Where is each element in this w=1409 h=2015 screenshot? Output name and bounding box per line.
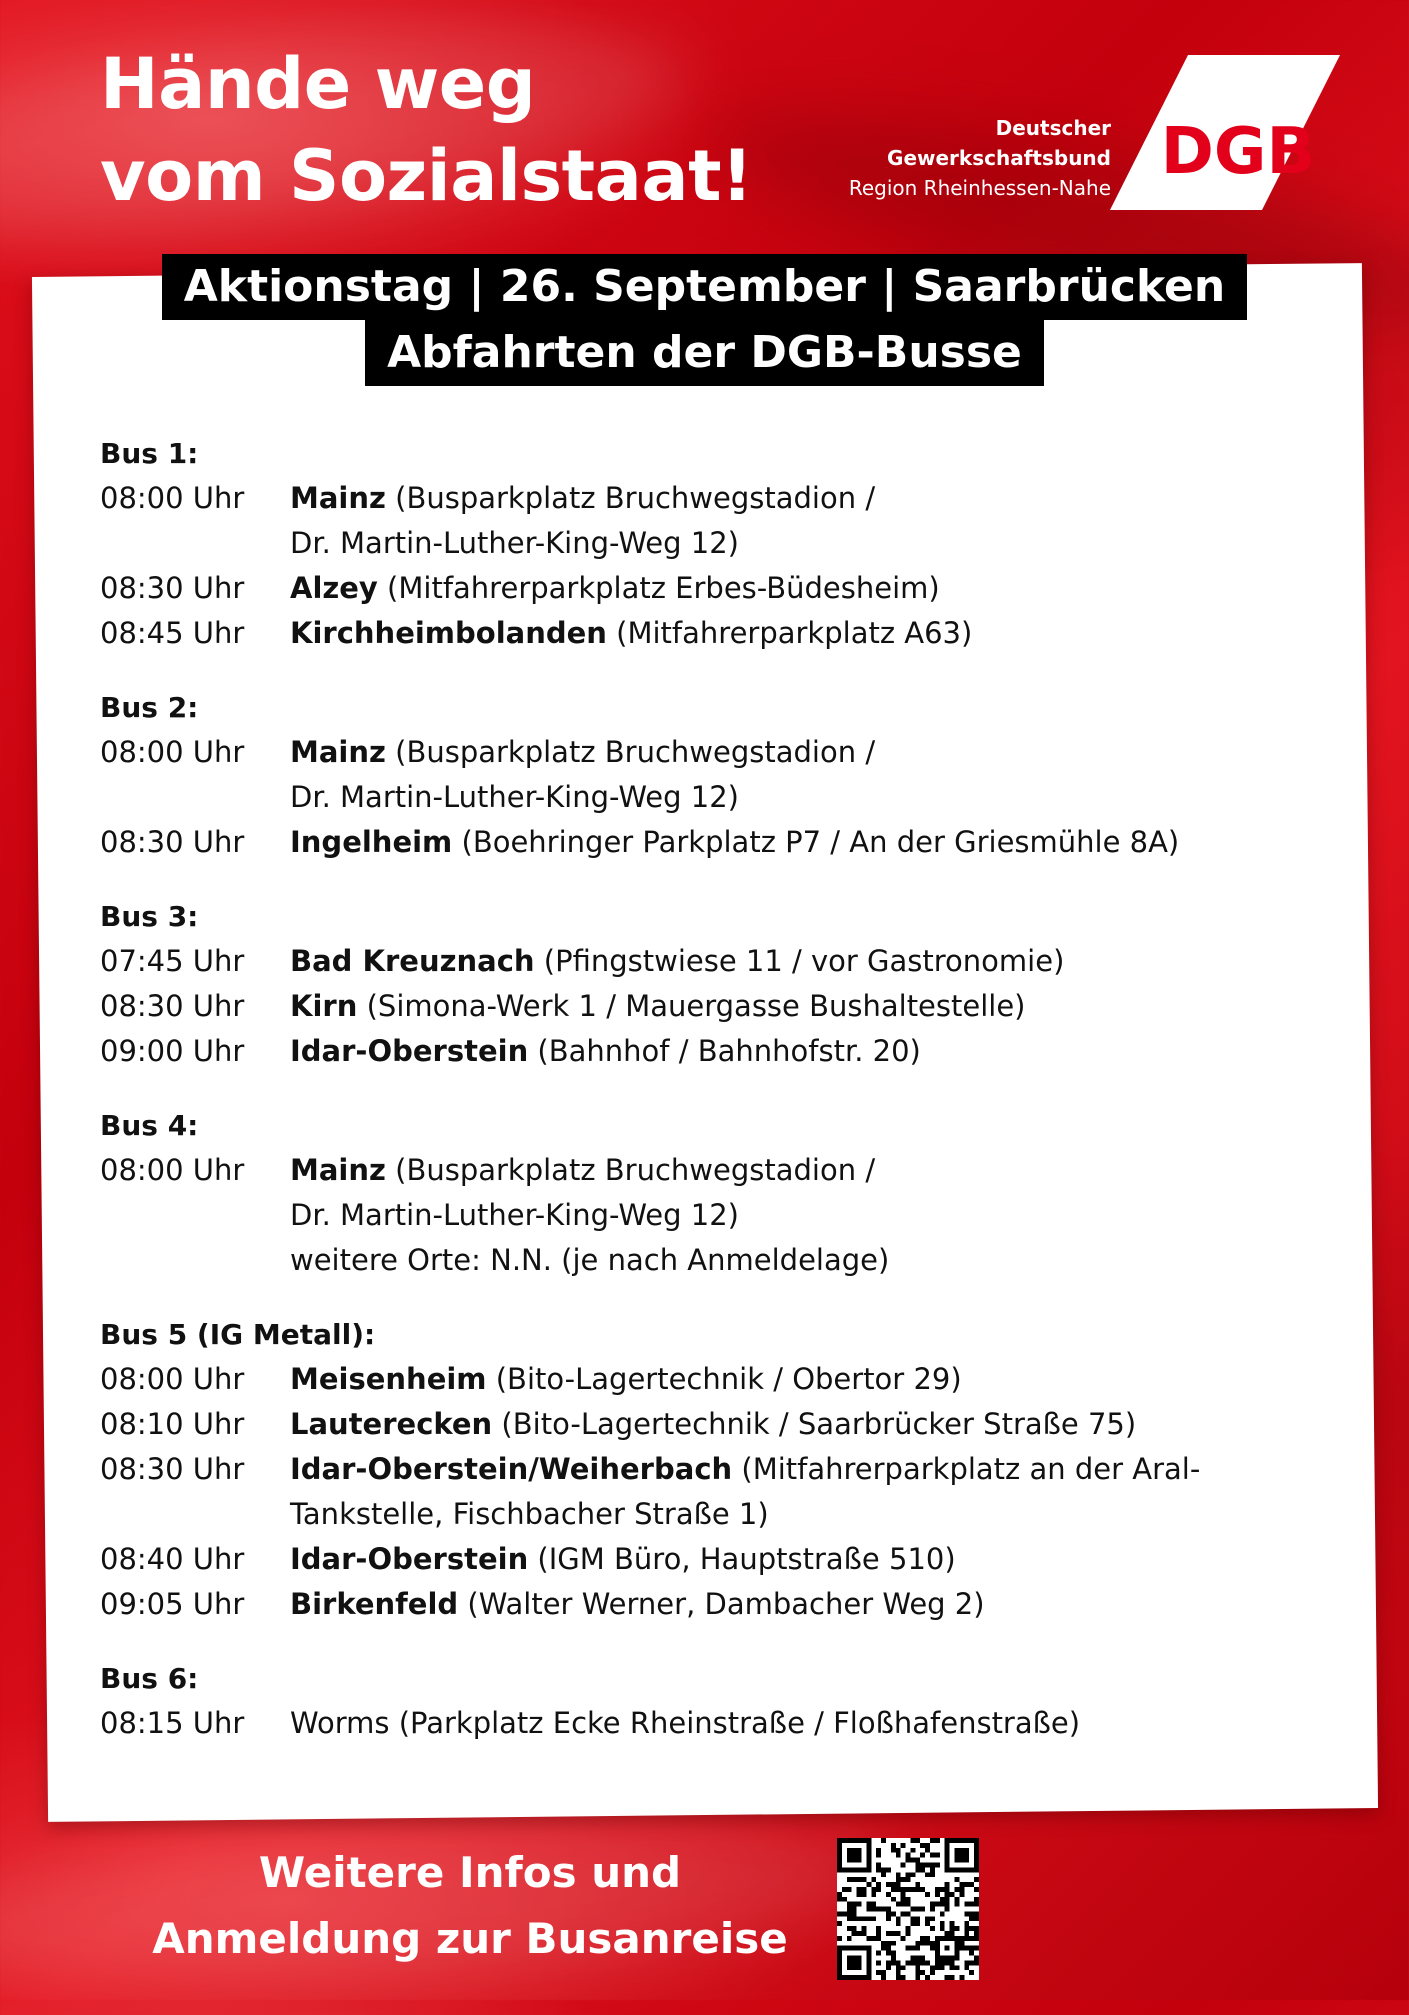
footer-line-2: Anmeldung zur Busanreise — [152, 1914, 788, 1963]
bus-title: Bus 2: — [100, 691, 199, 724]
stop-description — [290, 984, 1340, 1029]
stop-description — [290, 1029, 1340, 1074]
stop-line — [290, 566, 1340, 611]
departure-time: 08:40 Uhr — [100, 1542, 245, 1576]
stop-detail: (Pfingstwiese 11 / vor Gastronomie) — [534, 944, 1065, 978]
bus-section — [100, 1104, 1340, 1283]
stop-detail-continued: weitere Orte: N.N. (je nach Anmeldelage) — [290, 1243, 890, 1277]
org-line-1: Deutscher — [995, 116, 1111, 140]
dgb-logo-text: DGB — [1160, 115, 1316, 189]
stop-place: Kirchheimbolanden — [290, 616, 607, 650]
dgb-logo-icon — [1110, 55, 1340, 210]
bus-schedule — [100, 432, 1340, 1776]
stop-line — [290, 1029, 1340, 1074]
stop-line — [290, 730, 1340, 775]
stop-detail: Worms (Parkplatz Ecke Rheinstraße / Floßhafenstraße) — [290, 1706, 1081, 1740]
stop-line — [290, 1701, 1340, 1746]
stop-row — [100, 820, 1340, 865]
banner-event-text: Aktionstag | 26. September | Saarbrücken — [162, 254, 1247, 320]
stop-row — [100, 1447, 1340, 1537]
headline-line-1: Hände weg — [100, 43, 536, 125]
stop-place: Lauterecken — [290, 1407, 493, 1441]
stop-row — [100, 476, 1340, 566]
headline-line-2: vom Sozialstaat! — [100, 135, 753, 217]
stop-description — [290, 611, 1340, 656]
qr-code[interactable] — [837, 1838, 979, 1980]
stop-line — [290, 1402, 1340, 1447]
stop-line — [290, 1537, 1340, 1582]
stop-place: Alzey — [290, 571, 378, 605]
stop-row — [100, 939, 1340, 984]
bus-section — [100, 432, 1340, 656]
stop-description — [290, 730, 1340, 820]
stop-description — [290, 1582, 1340, 1627]
stop-place: Bad Kreuznach — [290, 944, 535, 978]
stop-detail: (Bito-Lagertechnik / Obertor 29) — [486, 1362, 962, 1396]
stop-description — [290, 939, 1340, 984]
bus-section — [100, 1313, 1340, 1627]
stop-row — [100, 566, 1340, 611]
stop-detail: (IGM Büro, Hauptstraße 510) — [528, 1542, 956, 1576]
stop-line — [290, 476, 1340, 521]
bus-title: Bus 6: — [100, 1662, 199, 1695]
stop-row — [100, 1148, 1340, 1283]
stop-place: Idar-Oberstein — [290, 1542, 529, 1576]
stop-detail: (Bahnhof / Bahnhofstr. 20) — [528, 1034, 921, 1068]
stop-detail: (Mitfahrerparkplatz an der Aral- — [732, 1452, 1201, 1486]
stop-description — [290, 1357, 1340, 1402]
stop-row — [100, 611, 1340, 656]
stop-place: Idar-Oberstein — [290, 1034, 529, 1068]
departure-time: 08:45 Uhr — [100, 616, 245, 650]
stop-detail: (Mitfahrerparkplatz Erbes-Büdesheim) — [377, 571, 940, 605]
stop-row — [100, 730, 1340, 820]
stop-detail-continued: Dr. Martin-Luther-King-Weg 12) — [290, 780, 739, 814]
departure-time: 07:45 Uhr — [100, 944, 245, 978]
stop-description — [290, 1701, 1340, 1746]
footer-line-1: Weitere Infos und — [258, 1848, 682, 1897]
stop-detail-continued: Dr. Martin-Luther-King-Weg 12) — [290, 1198, 739, 1232]
bus-title: Bus 3: — [100, 900, 199, 933]
stop-detail: (Boehringer Parkplatz P7 / An der Griesmühle 8A) — [452, 825, 1180, 859]
departure-time: 08:15 Uhr — [100, 1706, 245, 1740]
stop-line — [290, 820, 1340, 865]
stop-row — [100, 1029, 1340, 1074]
stop-detail: (Busparkplatz Bruchwegstadion / — [385, 735, 876, 769]
departure-time: 08:00 Uhr — [100, 735, 245, 769]
stop-line — [290, 1582, 1340, 1627]
stop-place: Idar-Oberstein/Weiherbach — [290, 1452, 733, 1486]
stop-line — [290, 1447, 1340, 1492]
departure-time: 08:30 Uhr — [100, 1452, 245, 1486]
stop-place: Meisenheim — [290, 1362, 487, 1396]
stop-row — [100, 1402, 1340, 1447]
stop-description — [290, 1447, 1340, 1537]
bus-section — [100, 895, 1340, 1074]
stop-row — [100, 1582, 1340, 1627]
stop-place: Kirn — [290, 989, 358, 1023]
departure-time: 08:30 Uhr — [100, 571, 245, 605]
stop-row — [100, 1357, 1340, 1402]
footer-info — [130, 1840, 810, 1972]
stop-detail-continued: Dr. Martin-Luther-King-Weg 12) — [290, 526, 739, 560]
stop-detail: (Walter Werner, Dambacher Weg 2) — [458, 1587, 985, 1621]
stop-description — [290, 1402, 1340, 1447]
stop-place: Birkenfeld — [290, 1587, 459, 1621]
stop-row — [100, 1701, 1340, 1746]
headline — [100, 38, 753, 222]
departure-time: 09:05 Uhr — [100, 1587, 245, 1621]
bus-title: Bus 1: — [100, 437, 199, 470]
stop-row — [100, 1537, 1340, 1582]
stop-row — [100, 984, 1340, 1029]
bus-title: Bus 4: — [100, 1109, 199, 1142]
stop-description — [290, 1537, 1340, 1582]
banner-departures-text: Abfahrten der DGB-Busse — [365, 320, 1044, 386]
departure-time: 08:10 Uhr — [100, 1407, 245, 1441]
stop-detail-continued: Tankstelle, Fischbacher Straße 1) — [290, 1497, 769, 1531]
departure-time: 08:00 Uhr — [100, 1153, 245, 1187]
departure-time: 08:00 Uhr — [100, 481, 245, 515]
stop-description — [290, 476, 1340, 566]
stop-line — [290, 939, 1340, 984]
stop-place: Mainz — [290, 735, 386, 769]
qr-code-icon — [837, 1838, 979, 1980]
org-line-3: Region Rheinhessen-Nahe — [848, 176, 1111, 200]
bus-section — [100, 1657, 1340, 1746]
bus-title: Bus 5 (IG Metall): — [100, 1318, 376, 1351]
banner-event — [0, 254, 1409, 320]
stop-detail: (Busparkplatz Bruchwegstadion / — [385, 481, 876, 515]
stop-detail: (Bito-Lagertechnik / Saarbrücker Straße 75) — [492, 1407, 1137, 1441]
stop-line — [290, 1357, 1340, 1402]
stop-description — [290, 820, 1340, 865]
banner-departures — [0, 320, 1409, 386]
departure-time: 09:00 Uhr — [100, 1034, 245, 1068]
stop-line — [290, 984, 1340, 1029]
dgb-logo — [1110, 55, 1340, 210]
stop-line — [290, 611, 1340, 656]
stop-place: Ingelheim — [290, 825, 453, 859]
stop-detail: (Mitfahrerparkplatz A63) — [606, 616, 973, 650]
stop-line — [290, 1148, 1340, 1193]
stop-detail: (Simona-Werk 1 / Mauergasse Bushaltestelle) — [357, 989, 1026, 1023]
stop-detail: (Busparkplatz Bruchwegstadion / — [385, 1153, 876, 1187]
stop-description — [290, 566, 1340, 611]
organization-name — [849, 113, 1111, 203]
stop-place: Mainz — [290, 1153, 386, 1187]
departure-time: 08:30 Uhr — [100, 989, 245, 1023]
departure-time: 08:00 Uhr — [100, 1362, 245, 1396]
stop-description — [290, 1148, 1340, 1283]
org-line-2: Gewerkschaftsbund — [887, 146, 1111, 170]
bus-section — [100, 686, 1340, 865]
stop-place: Mainz — [290, 481, 386, 515]
departure-time: 08:30 Uhr — [100, 825, 245, 859]
